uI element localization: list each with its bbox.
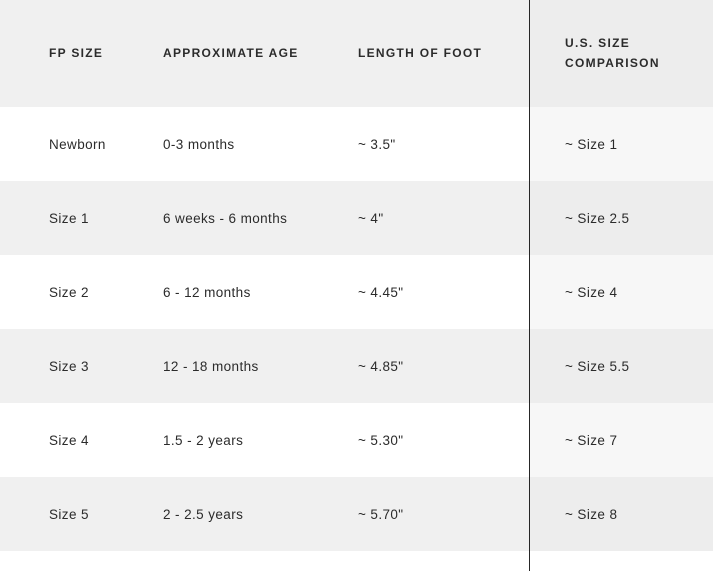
cell-length-of-foot: ~ 5.70" (307, 477, 529, 551)
column-header-length-of-foot-label: LENGTH OF FOOT (358, 45, 483, 60)
table-row (0, 107, 713, 181)
table-body (0, 107, 713, 551)
cell-fp-size: Size 1 (0, 181, 113, 255)
column-header-fp-size (0, 0, 113, 107)
table-row (0, 477, 713, 551)
cell-length-of-foot: ~ 5.30" (307, 403, 529, 477)
cell-us-size: ~ Size 4 (529, 255, 713, 329)
cell-length-of-foot: ~ 4" (307, 181, 529, 255)
table-row (0, 329, 713, 403)
cell-approximate-age: 1.5 - 2 years (113, 403, 307, 477)
table-row (0, 255, 713, 329)
cell-us-size: ~ Size 1 (529, 107, 713, 181)
cell-us-size: ~ Size 8 (529, 477, 713, 551)
cell-approximate-age: 0-3 months (113, 107, 307, 181)
column-header-length-of-foot (307, 0, 529, 107)
column-header-us-size-comparison-line1: U.S. SIZE (565, 36, 631, 51)
cell-approximate-age: 6 weeks - 6 months (113, 181, 307, 255)
cell-us-size: ~ Size 2.5 (529, 181, 713, 255)
table-row (0, 181, 713, 255)
column-header-approximate-age-label: APPROXIMATE AGE (163, 45, 299, 60)
cell-fp-size: Size 3 (0, 329, 113, 403)
table-row (0, 403, 713, 477)
column-header-fp-size-label: FP SIZE (49, 45, 104, 60)
column-header-us-size-comparison (529, 0, 713, 107)
cell-approximate-age: 12 - 18 months (113, 329, 307, 403)
cell-fp-size: Newborn (0, 107, 113, 181)
cell-fp-size: Size 2 (0, 255, 113, 329)
header-row (0, 0, 713, 107)
cell-us-size: ~ Size 7 (529, 403, 713, 477)
column-header-approximate-age (113, 0, 307, 107)
table-header (0, 0, 713, 107)
cell-us-size: ~ Size 5.5 (529, 329, 713, 403)
cell-length-of-foot: ~ 4.85" (307, 329, 529, 403)
cell-approximate-age: 6 - 12 months (113, 255, 307, 329)
cell-length-of-foot: ~ 3.5" (307, 107, 529, 181)
cell-fp-size: Size 4 (0, 403, 113, 477)
column-header-us-size-comparison-line2: COMPARISON (565, 55, 660, 70)
cell-approximate-age: 2 - 2.5 years (113, 477, 307, 551)
cell-length-of-foot: ~ 4.45" (307, 255, 529, 329)
cell-fp-size: Size 5 (0, 477, 113, 551)
